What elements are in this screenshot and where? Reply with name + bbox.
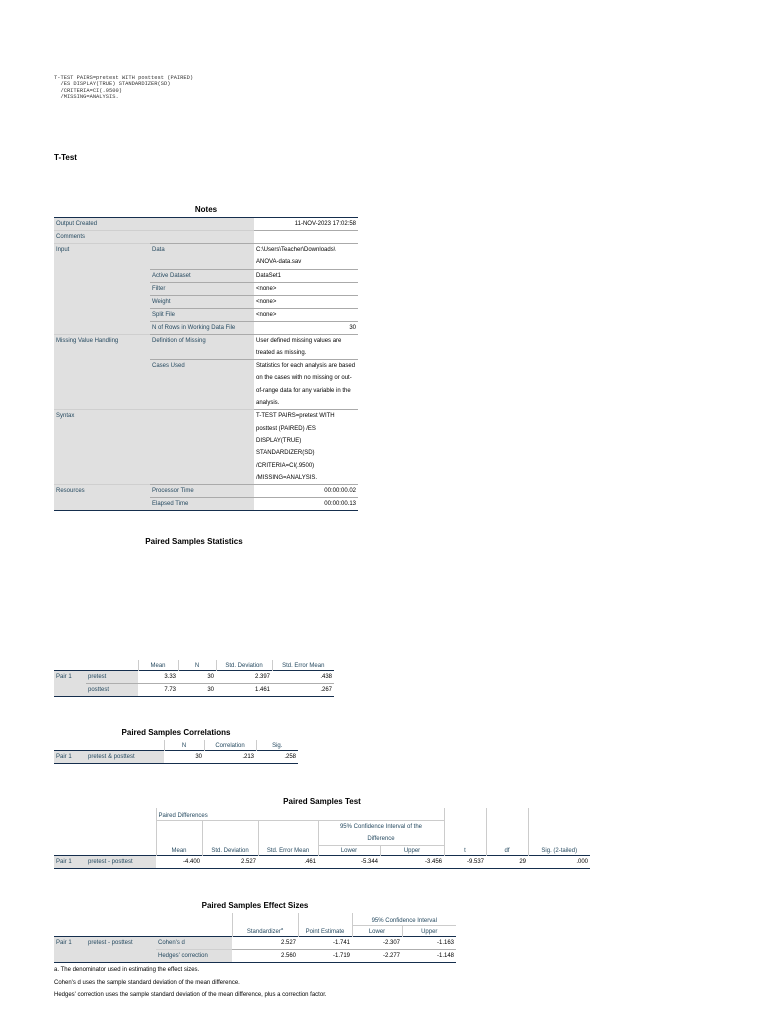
cell-value: 30 <box>254 321 358 334</box>
cell-value: T-TEST PAIRS=pretest WITH posttest (PAIRED) /ES DISPLAY(TRUE) STANDARDIZER(SD) /CRITERIA=CI(.9500) /MISSING=ANALYSIS. <box>254 410 358 485</box>
table-row <box>54 925 456 937</box>
table-row <box>54 218 358 231</box>
column-header-label: Standardizer <box>246 929 281 935</box>
cell-value: 30 <box>195 753 202 760</box>
row-sublabel: Processor Time <box>150 485 254 498</box>
row-label: Missing Value Handling <box>54 334 150 410</box>
cell-value: .213 <box>242 753 254 760</box>
syntax-block <box>54 75 193 101</box>
pair-label: Pair 1 <box>54 750 86 763</box>
cell-value <box>254 231 358 244</box>
row-sublabel: Definition of Missing <box>150 334 254 360</box>
column-header <box>232 925 298 937</box>
cell-value: .461 <box>304 858 316 865</box>
footnote: Hedges' correction uses the sample standard deviation of the mean difference, plus a correction factor. <box>54 992 327 998</box>
syntax-line: /CRITERIA=CI(.9500) <box>54 87 122 94</box>
paired-stats-title: Paired Samples Statistics <box>145 537 243 546</box>
section-heading: T-Test <box>54 153 77 162</box>
table-row <box>54 913 456 925</box>
column-header: df <box>486 845 528 855</box>
row-sublabel: Cases Used <box>150 360 254 410</box>
column-header: Lower <box>352 925 402 937</box>
row-label: Output Created <box>54 218 254 231</box>
cell-value: 00:00:00.02 <box>254 485 358 498</box>
footnotes <box>54 964 327 1002</box>
row-sublabel: Split File <box>150 308 254 321</box>
cell-value: -1.741 <box>332 940 350 946</box>
column-group-header: 95% Confidence Interval of the Difference <box>318 820 444 845</box>
cell-value: <none> <box>254 295 358 308</box>
cell-value: 00:00:00.13 <box>254 498 358 511</box>
variable-label: pretest & posttest <box>86 750 164 763</box>
cell-value: -1.148 <box>402 950 456 963</box>
table-row <box>54 740 298 750</box>
notes-table <box>54 217 358 511</box>
notes-title: Notes <box>194 205 218 214</box>
table-row <box>54 244 358 270</box>
variable-label: pretest - posttest <box>86 855 156 868</box>
effect-sizes-title: Paired Samples Effect Sizes <box>201 901 309 910</box>
row-label: Syntax <box>54 410 254 485</box>
cell-value: .438 <box>320 673 332 680</box>
cell-value: -1.163 <box>436 940 454 946</box>
table-row <box>54 845 590 855</box>
cell-value: <none> <box>254 282 358 295</box>
table-row <box>54 231 358 244</box>
column-header: Std. Deviation <box>216 660 272 670</box>
effect-sizes-table <box>54 913 456 963</box>
paired-corr-title: Paired Samples Correlations <box>121 728 231 737</box>
table-row <box>54 683 334 696</box>
cell-value: 29 <box>519 858 526 865</box>
column-header: Correlation <box>204 740 256 750</box>
cell-value: -9.537 <box>466 858 484 865</box>
cell-value: 30 <box>207 673 214 680</box>
effect-label: Hedges' correction <box>156 950 232 963</box>
row-sublabel: Active Dataset <box>150 269 254 282</box>
column-header: Point Estimate <box>298 925 352 937</box>
variable-label: pretest - posttest <box>86 937 156 963</box>
effect-label: Cohen's d <box>156 937 232 950</box>
column-header: Sig. (2-tailed) <box>528 845 590 855</box>
table-row <box>54 660 334 670</box>
column-header: Upper <box>402 925 456 937</box>
column-header: Lower <box>318 845 380 855</box>
column-header: N <box>164 740 204 750</box>
cell-value: .267 <box>272 683 334 696</box>
table-row <box>54 485 358 498</box>
row-sublabel: Elapsed Time <box>150 498 254 511</box>
cell-value: C:\Users\Teacher\Downloads\ ANOVA-data.sav <box>254 244 358 270</box>
pair-label: Pair 1 <box>54 670 86 696</box>
cell-value: -1.719 <box>298 950 352 963</box>
column-group-header: 95% Confidence Interval <box>352 913 456 925</box>
column-header: Std. Error Mean <box>272 660 334 670</box>
table-row <box>54 410 358 485</box>
column-header: Upper <box>380 845 444 855</box>
pair-label: Pair 1 <box>54 855 86 868</box>
footnote: Cohen's d uses the sample standard deviation of the mean difference. <box>54 979 240 986</box>
table-row <box>54 334 358 360</box>
cell-value: 2.527 <box>280 940 296 946</box>
row-sublabel: N of Rows in Working Data File <box>150 321 254 334</box>
syntax-line: /ES DISPLAY(TRUE) STANDARDIZER(SD) <box>54 81 171 88</box>
column-header: Mean <box>156 845 202 855</box>
cell-value: 30 <box>178 683 216 696</box>
variable-label: pretest <box>86 670 138 683</box>
row-label: Input <box>54 244 150 335</box>
column-header: N <box>178 660 216 670</box>
table-row <box>54 808 590 820</box>
footnote-marker: a <box>280 926 284 931</box>
paired-corr-table <box>54 740 298 764</box>
table-row <box>54 937 456 950</box>
row-sublabel: Weight <box>150 295 254 308</box>
row-label: Resources <box>54 485 150 511</box>
cell-value: -4.400 <box>182 858 200 865</box>
cell-value: .258 <box>284 753 296 760</box>
column-group-header: Paired Differences <box>156 808 444 820</box>
cell-value: DataSet1 <box>254 269 358 282</box>
cell-value: User defined missing values are treated as missing. <box>254 334 358 360</box>
paired-test-table <box>54 808 590 869</box>
column-header: Std. Deviation <box>202 845 258 855</box>
paired-stats-table <box>54 660 334 697</box>
cell-value: 2.397 <box>254 673 270 680</box>
paired-test-title: Paired Samples Test <box>283 797 361 806</box>
cell-value: 1.461 <box>216 683 272 696</box>
cell-value: .000 <box>576 858 588 865</box>
cell-value: -5.344 <box>360 858 378 865</box>
column-header: t <box>444 845 486 855</box>
cell-value: 2.527 <box>240 858 256 865</box>
variable-label: posttest <box>86 683 138 696</box>
row-sublabel: Data <box>150 244 254 270</box>
cell-value: <none> <box>254 308 358 321</box>
table-row <box>54 855 590 868</box>
cell-value: -2.307 <box>382 940 400 946</box>
footnote: a. The denominator used in estimating the effect sizes. <box>54 967 200 973</box>
row-label: Comments <box>54 231 254 244</box>
syntax-line: T-TEST PAIRS=pretest WITH posttest (PAIRED) <box>54 75 194 81</box>
syntax-line: /MISSING=ANALYSIS. <box>54 94 119 101</box>
cell-value: -2.277 <box>352 950 402 963</box>
cell-value: 2.560 <box>232 950 298 963</box>
cell-value: Statistics for each analysis are based on the cases with no missing or out-of-range data for any variable in the analysis. <box>254 360 358 410</box>
pair-label: Pair 1 <box>54 937 86 963</box>
row-sublabel: Filter <box>150 282 254 295</box>
table-row <box>54 820 590 845</box>
cell-value: 11-NOV-2023 17:02:58 <box>254 218 358 231</box>
table-row <box>54 750 298 763</box>
column-header: Sig. <box>256 740 298 750</box>
column-header: Std. Error Mean <box>258 845 318 855</box>
table-row <box>54 670 334 683</box>
cell-value: -3.456 <box>424 858 442 865</box>
cell-value: 7.73 <box>138 683 178 696</box>
cell-value: 3.33 <box>164 673 176 680</box>
column-header: Mean <box>138 660 178 670</box>
